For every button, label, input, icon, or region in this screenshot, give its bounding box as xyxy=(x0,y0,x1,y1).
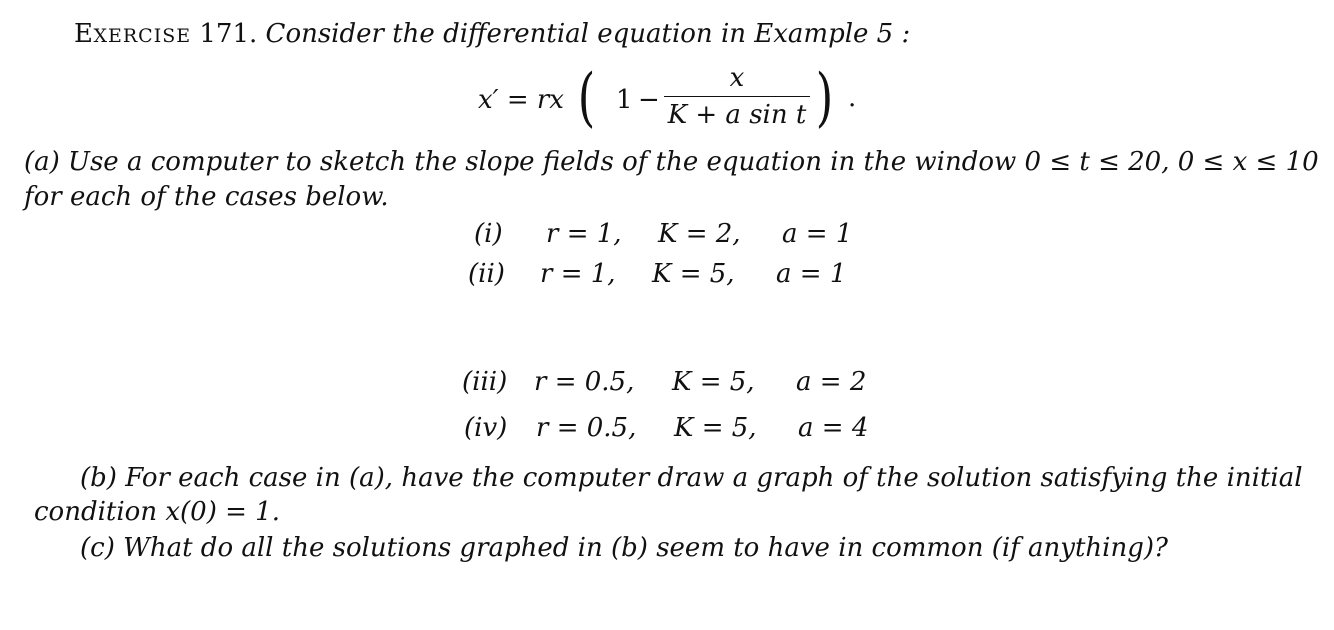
part-a-line-2: for each of the cases below. xyxy=(24,182,389,212)
left-paren: ( xyxy=(577,61,596,135)
exercise-intro: Consider the differential equation in Example 5 : xyxy=(265,19,911,49)
case-label: (ii) xyxy=(468,259,505,289)
exercise-title-first: E xyxy=(74,19,94,49)
equation-minus: − xyxy=(638,85,660,115)
case-row xyxy=(464,412,868,444)
case-a: a = 1 xyxy=(776,259,847,289)
part-b-line-2: condition x(0) = 1. xyxy=(34,497,280,527)
case-r: r = 0.5, xyxy=(536,413,637,443)
case-r: r = 0.5, xyxy=(534,367,635,397)
case-row xyxy=(462,366,866,398)
exercise-number: 171. xyxy=(199,19,258,49)
case-a: a = 2 xyxy=(796,367,867,397)
case-row xyxy=(468,258,846,290)
exercise-heading xyxy=(74,18,910,52)
exercise-title-rest: XERCISE xyxy=(93,25,192,47)
equation-period: . xyxy=(848,83,857,113)
part-c-line-1: (c) What do all the solutions graphed in (b) seem to have in common (if anything)? xyxy=(80,533,1168,563)
case-label: (iv) xyxy=(464,413,508,443)
equation-one: 1 xyxy=(616,85,633,115)
case-K: K = 2, xyxy=(658,219,741,249)
case-label: (iii) xyxy=(462,367,508,397)
case-label: (i) xyxy=(474,219,503,249)
case-a: a = 4 xyxy=(798,413,869,443)
part-b-line-1: (b) For each case in (a), have the computer draw a graph of the solution satisfying the initial xyxy=(80,463,1303,493)
case-a: a = 1 xyxy=(782,219,853,249)
part-a-line-1: (a) Use a computer to sketch the slope fields of the equation in the window 0 ≤ t ≤ 20, 0 ≤ x ≤ 10 xyxy=(24,147,1319,177)
equation-lhs: x′ = rx xyxy=(478,85,564,115)
case-r: r = 1, xyxy=(546,219,622,249)
case-K: K = 5, xyxy=(652,259,735,289)
case-r: r = 1, xyxy=(540,259,616,289)
fraction-numerator: x xyxy=(729,63,745,93)
right-paren: ) xyxy=(815,61,834,135)
differential-equation xyxy=(478,62,878,140)
case-K: K = 5, xyxy=(672,367,755,397)
case-K: K = 5, xyxy=(674,413,757,443)
fraction-denominator: K + a sin t xyxy=(667,100,807,130)
equation-fraction xyxy=(662,62,812,131)
case-row xyxy=(474,218,852,250)
